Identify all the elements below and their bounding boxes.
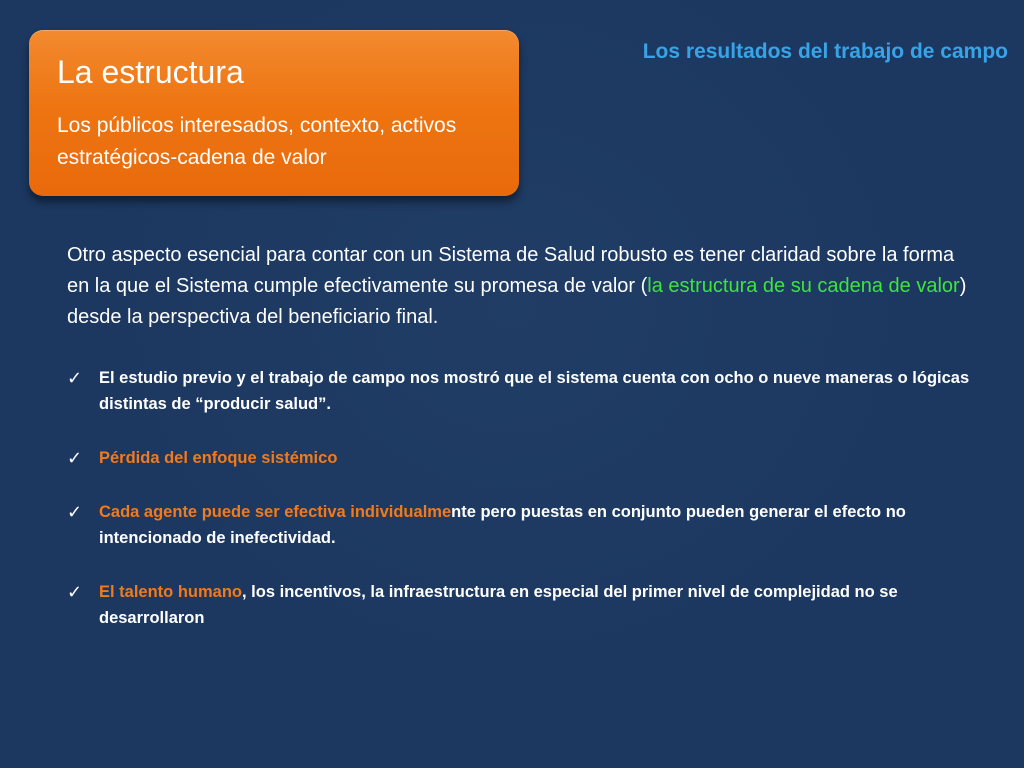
bullet-text xyxy=(99,365,977,417)
bullet-text xyxy=(99,445,977,471)
intro-highlight: la estructura de su cadena de valor xyxy=(647,275,960,297)
bullet-lead: Pérdida del enfoque sistémico xyxy=(99,449,338,467)
intro-paragraph xyxy=(67,240,967,333)
bullet-list xyxy=(67,365,977,659)
bullet-item xyxy=(67,445,977,471)
bullet-lead: El talento humano xyxy=(99,583,243,601)
checkmark-icon: ✓ xyxy=(67,368,83,388)
slide-subtitle: Los públicos interesados, contexto, activos estratégicos-cadena de valor xyxy=(57,114,457,169)
checkmark-icon: ✓ xyxy=(67,582,83,602)
bullet-text xyxy=(99,499,977,551)
bullet-item xyxy=(67,499,977,551)
intro-text-before: Otro aspecto esencial para contar con un Sistema de Salud robusto es tener claridad sobre la forma en la que el Sistema cumple efectivamente su promesa de valor ( xyxy=(67,244,955,297)
bullet-rest: El estudio previo y el trabajo de campo nos mostró que el sistema cuenta con ocho o nueve maneras o lógicas distintas de “producir salud”. xyxy=(99,369,970,413)
slide-title: La estructura xyxy=(57,54,244,90)
bullet-text xyxy=(99,579,977,631)
checkmark-icon: ✓ xyxy=(67,448,83,468)
bullet-lead: Cada agente puede ser efectiva individualme xyxy=(99,503,452,521)
bullet-rest: , los incentivos, la infraestructura en especial del primer nivel de complejidad no se desarrollaron xyxy=(99,583,898,627)
section-label: Los resultados del trabajo de campo xyxy=(642,40,1008,63)
bullet-item xyxy=(67,579,977,631)
title-box xyxy=(29,30,519,196)
checkmark-icon: ✓ xyxy=(67,502,83,522)
bullet-item xyxy=(67,365,977,417)
intro-text-after: ) desde la perspectiva del beneficiario final. xyxy=(67,275,967,328)
bullet-rest: nte pero puestas en conjunto pueden generar el efecto no intencionado de inefectividad. xyxy=(99,503,906,547)
